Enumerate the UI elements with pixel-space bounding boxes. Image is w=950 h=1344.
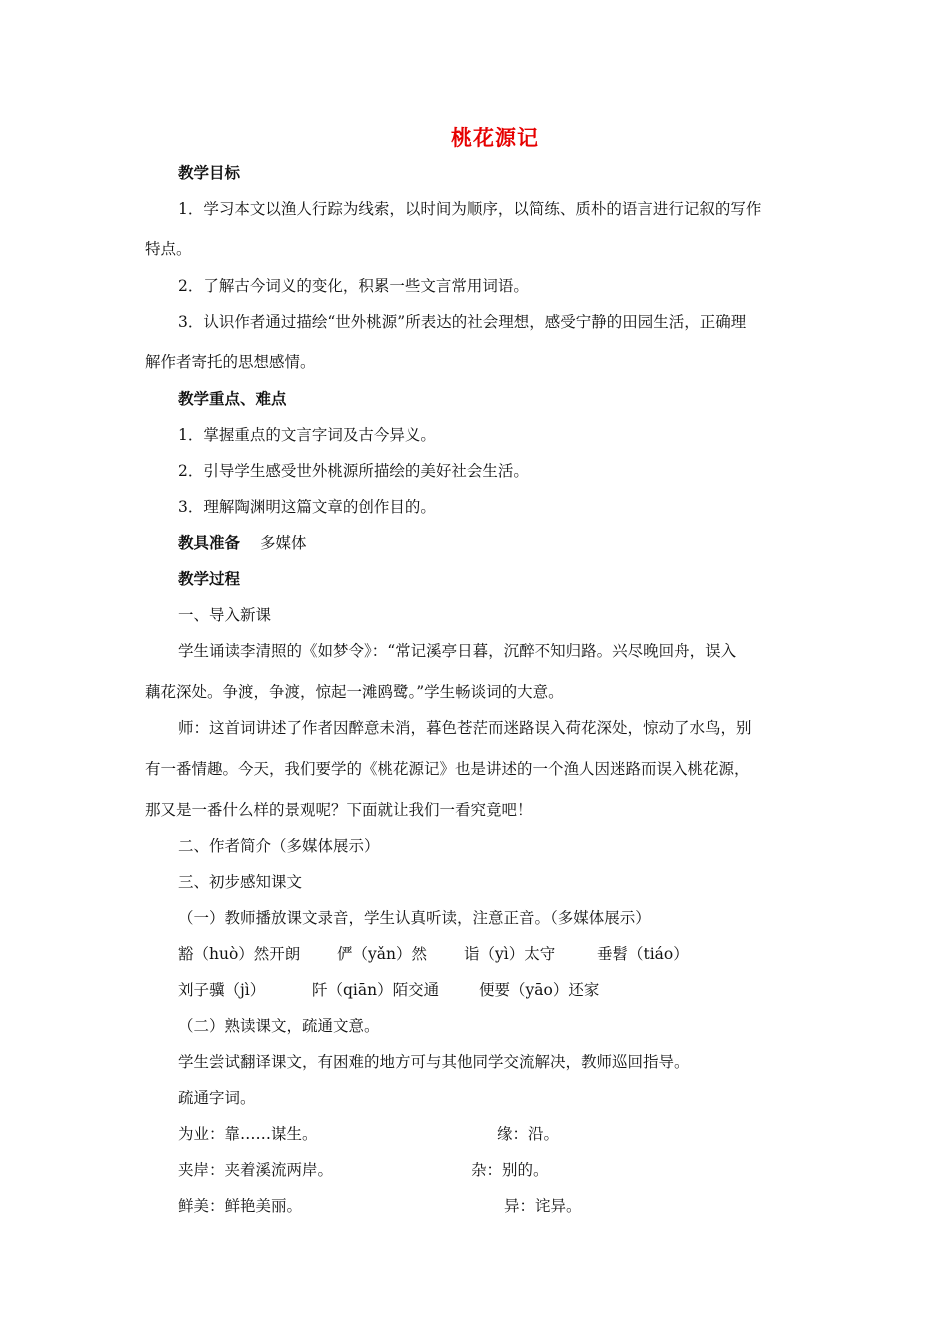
goal-item-2: 2．了解古今词义的变化，积累一些文言常用词语。 xyxy=(178,277,529,295)
process-step-3: 三、初步感知课文 xyxy=(178,873,303,891)
word-gloss: 异：诧异。 xyxy=(504,1197,582,1215)
paragraph-4: 疏通字词。 xyxy=(178,1089,256,1107)
section-heading-goals: 教学目标 xyxy=(178,164,241,182)
paragraph-2-cont-2: 那又是一番什么样的景观呢？下面就让我们一看究竟吧！ xyxy=(145,801,533,819)
paragraph-3: 学生尝试翻译课文，有困难的地方可与其他同学交流解决，教师巡回指导。 xyxy=(178,1053,690,1071)
word-gloss: 夹岸：夹着溪流两岸。 xyxy=(178,1161,334,1179)
substep-2: （二）熟读课文，疏通文意。 xyxy=(178,1017,380,1035)
goal-item-1: 1．学习本文以渔人行踪为线索，以时间为顺序，以简练、质朴的语言进行记叙的写作 xyxy=(178,200,762,218)
pronunciation-item: 豁（huò）然开朗 xyxy=(178,945,301,963)
section-heading-process: 教学过程 xyxy=(178,570,241,588)
pronunciation-item: 刘子骥（jì） xyxy=(178,981,266,999)
paragraph-2-cont-1: 有一番情趣。今天，我们要学的《桃花源记》也是讲述的一个渔人因迷路而误入桃花源， xyxy=(145,760,750,778)
pronunciation-item: 垂髫（tiáo） xyxy=(597,945,689,963)
goal-item-3: 3．认识作者通过描绘“世外桃源”所表达的社会理想，感受宁静的田园生活，正确理 xyxy=(178,313,747,331)
page-title: 桃花源记 xyxy=(451,126,539,150)
goal-item-3-cont: 解作者寄托的思想感情。 xyxy=(145,353,316,371)
tools-value: 多媒体 xyxy=(260,534,307,552)
focus-item-1: 1．掌握重点的文言字词及古今异义。 xyxy=(178,426,436,444)
word-gloss: 为业：靠……谋生。 xyxy=(178,1125,318,1143)
focus-item-3: 3．理解陶渊明这篇文章的创作目的。 xyxy=(178,498,436,516)
process-step-2: 二、作者简介（多媒体展示） xyxy=(178,837,380,855)
focus-item-2: 2．引导学生感受世外桃源所描绘的美好社会生活。 xyxy=(178,462,529,480)
word-gloss: 杂：别的。 xyxy=(471,1161,549,1179)
pronunciation-item: 俨（yǎn）然 xyxy=(337,945,427,963)
word-gloss: 鲜美：鲜艳美丽。 xyxy=(178,1197,303,1215)
word-gloss: 缘：沿。 xyxy=(497,1125,560,1143)
pronunciation-item: 便要（yāo）还家 xyxy=(479,981,600,999)
goal-item-1-cont: 特点。 xyxy=(145,240,192,258)
process-step-1: 一、导入新课 xyxy=(178,606,272,624)
pronunciation-item: 诣（yì）太守 xyxy=(464,945,556,963)
pronunciation-item: 阡（qiān）陌交通 xyxy=(312,981,440,999)
section-heading-tools: 教具准备 xyxy=(178,534,241,552)
tools-line xyxy=(178,533,307,553)
paragraph-2: 师：这首词讲述了作者因醉意未消，暮色苍茫而迷路误入荷花深处，惊动了水鸟，别 xyxy=(178,719,752,737)
substep-1: （一）教师播放课文录音，学生认真听读，注意正音。（多媒体展示） xyxy=(178,909,651,927)
paragraph-1-cont: 藕花深处。争渡，争渡，惊起一滩鸥鹭。”学生畅谈词的大意。 xyxy=(145,683,564,701)
paragraph-1: 学生诵读李清照的《如梦令》：“常记溪亭日暮，沉醉不知归路。兴尽晚回舟，误入 xyxy=(178,642,737,660)
section-heading-focus: 教学重点、难点 xyxy=(178,390,287,408)
